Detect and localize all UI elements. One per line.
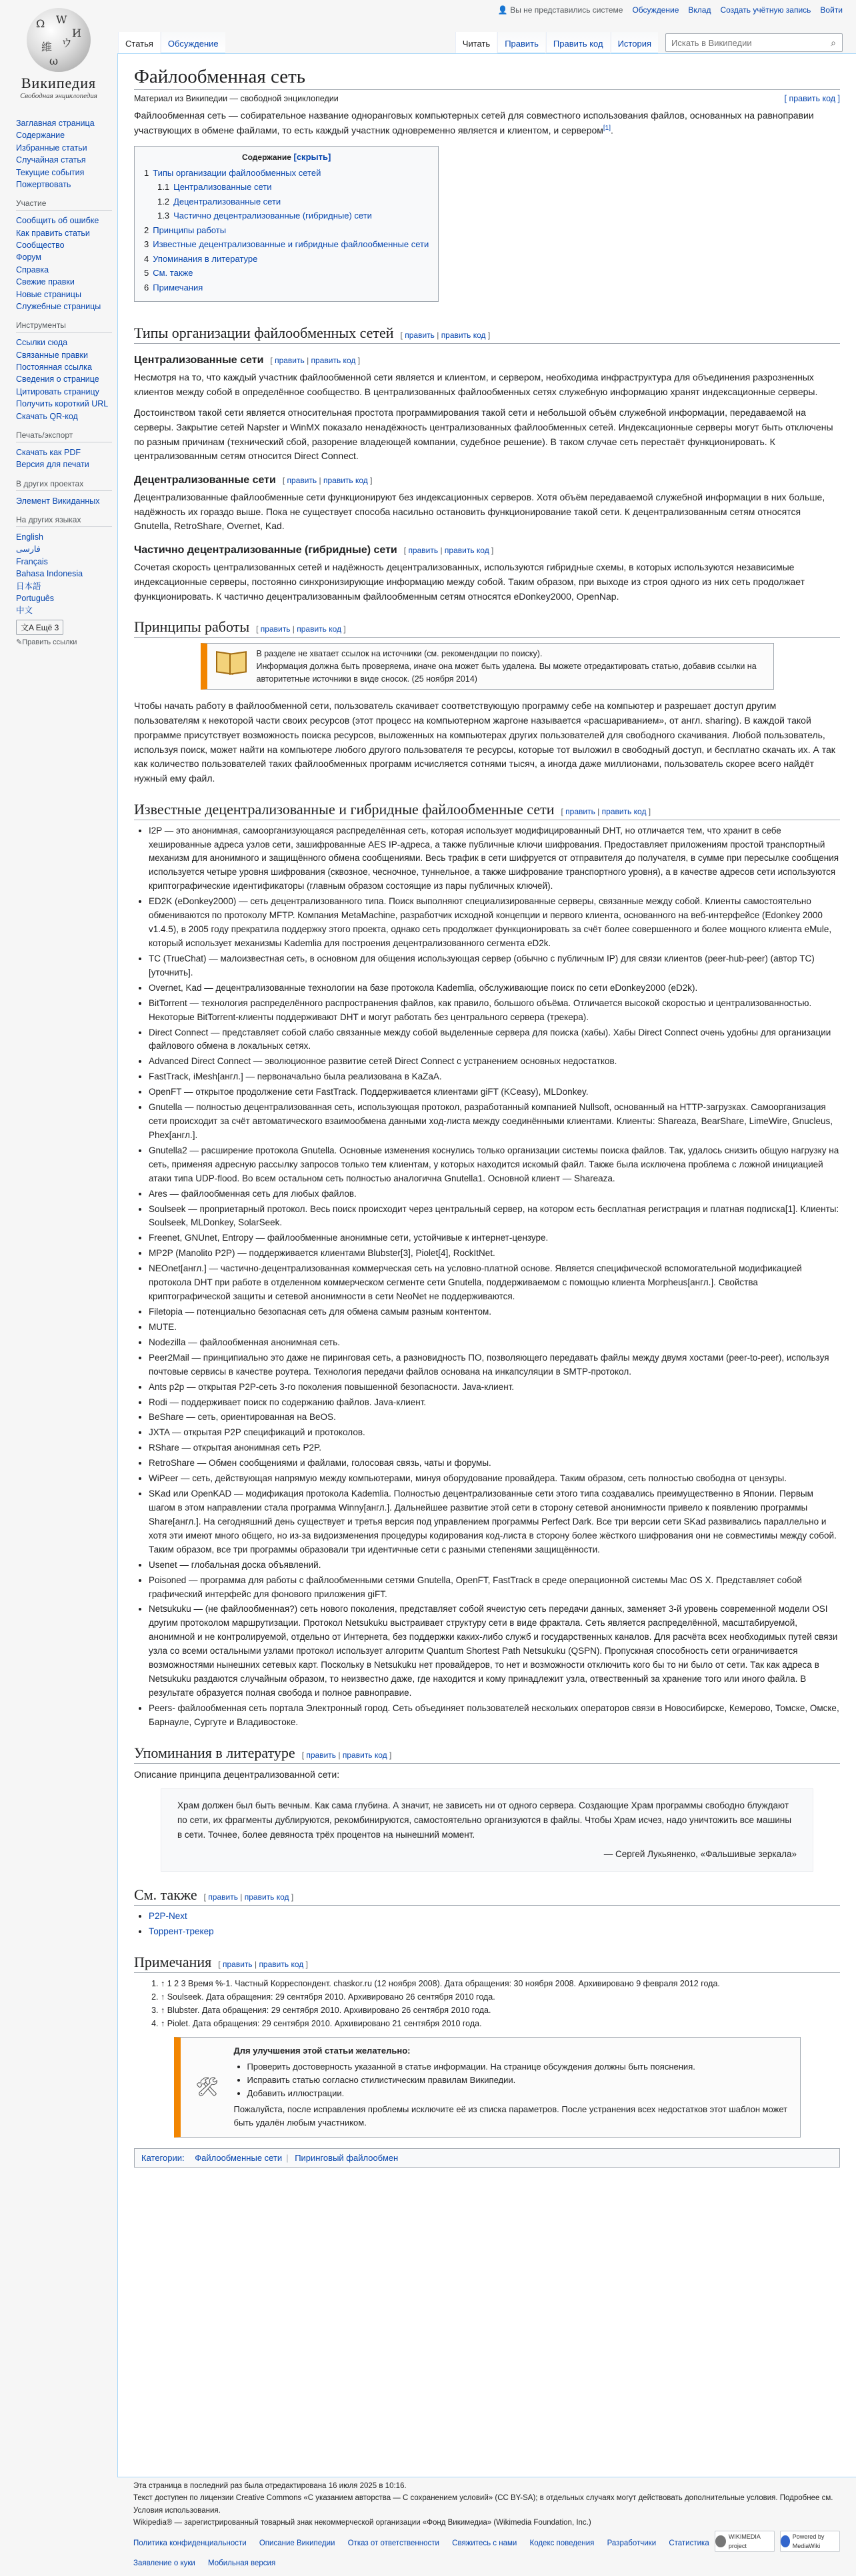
sidebar-languages: [0, 515, 117, 646]
sidebar-item-contents[interactable]: Содержание: [16, 131, 65, 141]
networks-list: [134, 824, 840, 1730]
notice-item: • Добавить иллюстрации.: [247, 2087, 791, 2100]
personal-tools: [498, 5, 843, 15]
section-heading: См. также [ править | править код ]: [134, 1886, 840, 1906]
list-item: • BeShare — сеть, ориентированная на BeOS.: [149, 1411, 840, 1425]
sidebar-item-forum[interactable]: Форум: [16, 253, 41, 263]
edit-link[interactable]: править: [405, 330, 435, 340]
sidebar-heading: Участие: [16, 199, 112, 211]
section-heading: Типы организации файлообменных сетей [ править | править код ]: [134, 324, 840, 344]
login-link[interactable]: Войти: [820, 5, 843, 15]
site-subtitle: Материал из Википедии — свободной энциклопедии: [134, 94, 339, 103]
toc-number: 4: [144, 253, 149, 264]
toc-number: 3: [144, 239, 149, 250]
section-heading: Известные децентрализованные и гибридные файлообменные сети [ править | править код ]: [134, 801, 840, 820]
sidebar-item-howto[interactable]: Как править статьи: [16, 228, 90, 238]
toc-item[interactable]: [144, 237, 429, 251]
toc-link[interactable]: Частично децентрализованные (гибридные) сети: [173, 211, 372, 221]
edit-link[interactable]: править: [208, 1892, 238, 1902]
list-item: • Nodezilla — файлообменная анонимная сеть.: [149, 1336, 840, 1350]
category-links: Категории: Файлообменные сети | Пиринговый файлообмен: [134, 2148, 840, 2168]
sidebar-item-printable[interactable]: Версия для печати: [16, 460, 89, 470]
sidebar-item-qr[interactable]: Скачать QR-код: [16, 411, 78, 421]
sidebar-item-random[interactable]: Случайная статья: [16, 155, 86, 165]
tab-talk[interactable]: Обсуждение: [161, 32, 225, 53]
notice-item: • Исправить статью согласно стилистическим правилам Википедии.: [247, 2074, 791, 2087]
sidebar-navigation: [0, 117, 117, 191]
edit-link[interactable]: править: [408, 546, 439, 556]
personal-talk-link[interactable]: Обсуждение: [632, 5, 679, 15]
edit-source-link[interactable]: править код: [311, 355, 356, 365]
list-item: • OpenFT — открытое продолжение сети FastTrack. Поддерживается клиентами giFT (KCeasy), MLDonkey.: [149, 1085, 840, 1099]
sidebar-item-newpages[interactable]: Новые страницы: [16, 289, 81, 299]
tab-article[interactable]: Статья: [118, 32, 160, 53]
toc-number: 6: [144, 282, 149, 293]
see-also-link[interactable]: Торрент-трекер: [149, 1926, 214, 1936]
footer-link-about[interactable]: Описание Википедии: [259, 2539, 335, 2547]
list-item: • Peer2Mail — принципиально это даже не пиринговая сеть, а разновидность ПО, позволяющего передавать файлы между двумя хостами (peer-to-peer), используя почтовые сервисы в качестве роутера. Технология передачи файлов основана на инкапсуляции в SMTP-протокол.: [149, 1351, 840, 1379]
wikimedia-project-badge[interactable]: WIKIMEDIA project: [715, 2531, 775, 2552]
sidebar-item-donate[interactable]: Пожертвовать: [16, 179, 71, 189]
tab-edit-source[interactable]: Править код: [546, 32, 610, 53]
subsection-heading: Децентрализованные сети [ править | править код ]: [134, 474, 373, 486]
notice-footer: Пожалуйста, после исправления проблемы исключите её из списка параметров. После устранения всех недостатков этот шаблон может быть удалён любым участником.: [233, 2104, 788, 2128]
toc-toggle[interactable]: [скрыть]: [293, 152, 331, 163]
list-item: • FastTrack, iMesh[англ.] — первоначально была реализована в KaZaA.: [149, 1070, 840, 1084]
edit-link[interactable]: править: [260, 624, 291, 634]
footer-link-stats[interactable]: Статистика: [669, 2539, 709, 2547]
toc-number: 5: [144, 268, 149, 279]
personal-contrib-link[interactable]: Вклад: [688, 5, 711, 15]
trademark-text: Wikipedia® — зарегистрированный товарный знак некоммерческой организации «Фонд Викимедиа» (Wikimedia Foundation, Inc.): [133, 2519, 591, 2527]
list-item: • RShare — открытая анонимная сеть P2P.: [149, 1441, 840, 1455]
sidebar-tools: [0, 321, 117, 422]
license-text: Текст доступен по лицензии Creative Commons «С указанием авторства — С сохранением условий» (CC BY-SA); в отдельных случаях могут действовать дополнительные условия. Подробнее см. Условия использования.: [133, 2494, 833, 2515]
edit-source-link[interactable]: править код: [244, 1892, 289, 1902]
toc-link[interactable]: Примечания: [153, 282, 203, 293]
sidebar-heading: Печать/экспорт: [16, 430, 112, 442]
notice-title: Для улучшения этой статьи желательно:: [233, 2045, 411, 2056]
create-account-link[interactable]: Создать учётную запись: [720, 5, 811, 15]
footer-link-contact[interactable]: Свяжитесь с нами: [452, 2539, 517, 2547]
user-icon: 👤: [497, 5, 508, 15]
edit-source-link[interactable]: править код: [342, 1750, 387, 1760]
toc-item[interactable]: [144, 209, 429, 223]
paragraph: Описание принципа децентрализованной сети:: [134, 1768, 340, 1780]
notice-text: Информация должна быть проверяема, иначе она может быть удалена. Вы можете отредактировать статью, добавив ссылки на авторитетные источники в виде сносок. (25 ноября 2014): [256, 661, 757, 684]
list-item: • Filetopia — потенциально безопасная сеть для обмена самым разным контентом.: [149, 1305, 840, 1319]
lang-en[interactable]: English: [16, 532, 43, 542]
tab-history[interactable]: История: [611, 32, 658, 53]
improvement-notice: [174, 2037, 801, 2138]
category-link[interactable]: Пиринговый файлообмен: [295, 2152, 399, 2163]
sidebar-item-permalink[interactable]: Постоянная ссылка: [16, 362, 92, 372]
sidebar-item-wikidata[interactable]: Элемент Викиданных: [16, 496, 100, 506]
list-item: • SKad или OpenKAD — модификация протокола Kademlia. Полностью децентрализованные сети этого типа создавались преимущественно в Японии. Первым шагом в этом направлении стала программа Winny[англ.]. Дальнейшее развитие этой сети в сторону сетевой анонимности привело к появлению программы Share[англ.]. На сегодняшний день существует и третья версия под управлением программы Perfect Dark. Все три версии сети SKad развивались параллельно и хотя эти имеют много общего, но из-за видоизменения процедуры кодирования код-листа в сторону более жёсткого шифрования они не совместимы между собой. Таким образом, все три программы образовали три идентичные сети с разными степенями защищённости.: [149, 1487, 840, 1557]
categories-label-link[interactable]: Категории:: [141, 2152, 185, 2163]
subsection-heading: Централизованные сети [ править | править код ]: [134, 354, 361, 366]
list-item: • NEOnet[англ.] — частично-децентрализованная коммерческая сеть на условно-платной основе. Является специфической вспомогательной модификацией протокола DHT при работе в отделенном коммерческом сегменте сети Gnutella, поддерживаемом с помощью клиента Morpheus[англ.]. Свойства криптографической защиты и сетевой анонимности в сети NeoNet не поддерживаются.: [149, 1262, 840, 1304]
edit-link[interactable]: править: [275, 355, 305, 365]
list-item: • Direct Connect — представляет собой слабо связанные между собой выделенные сервера для поиска (хабы). Хабы Direct Connect очень удобны для организации файлового обмена в локальных сетях.: [149, 1026, 840, 1054]
paragraph: Сочетая скорость централизованных сетей и надёжность децентрализованных, используются гибридные схемы, в которых используются независимые индексационные серверы, постоянно синхронизирующие информацию между собой. Таким образом, при выходе из строя одного из них сеть продолжает функционировать. К частично децентрализованным файлообменным сетям относятся eDonkey2000, OpenNap.: [134, 562, 805, 602]
toc-link[interactable]: Децентрализованные сети: [173, 196, 281, 207]
list-item: • Advanced Direct Connect — эволюционное развитие сетей Direct Connect с устранением основных недостатков.: [149, 1055, 840, 1069]
sidebar-item-recent[interactable]: Свежие правки: [16, 277, 75, 287]
page-title: Файлообменная сеть: [134, 66, 840, 90]
sidebar-item-cite[interactable]: Цитировать страницу: [16, 386, 99, 396]
edit-source-link[interactable]: править код: [297, 624, 342, 634]
toc-link[interactable]: Известные децентрализованные и гибридные файлообменные сети: [153, 239, 429, 250]
toc-number: 1.2: [157, 196, 170, 207]
toc-item[interactable]: [144, 252, 429, 266]
reference-item: 2. ↑ Soulseek. Дата обращения: 29 сентября 2010. Архивировано 26 сентября 2010 года.: [161, 1990, 840, 2004]
toc-number: 1.1: [157, 182, 170, 193]
list-item: • Peers- файлообменная сеть портала Электронный город. Сеть объединяет пользователей нескольких операторов связи в Новосибирске, Кемерово, Томске, Омске, Барнауле, Сургуте и Владивостоке.: [149, 1702, 840, 1730]
list-item: • Gnutella2 — расширение протокола Gnutella. Основные изменения коснулись только организации системы поиска файлов. Так, удалось снизить общую нагрузку на сеть, применяя адресную рассылку запросов только тем клиентам, у которых находится искомый файл. Также была исключена проблема с ложной инициацией атаки типа UDP-flood. Во всем остальном сеть полностью аналогична Gnutella1. Основной клиент — Shareaza.: [149, 1144, 840, 1186]
sidebar-item-featured[interactable]: Избранные статьи: [16, 143, 87, 153]
section-heading: Упоминания в литературе [ править | править код ]: [134, 1744, 840, 1764]
reference-item: 1. ↑ 1 2 3 Время %-1. Частный Корреспондент. chaskor.ru (12 ноября 2008). Дата обращения: 30 ноября 2008. Архивировано 9 февраля 2012 года.: [161, 1977, 840, 1990]
footer-link-developers[interactable]: Разработчики: [607, 2539, 657, 2547]
reference-item: 4. ↑ Piolet. Дата обращения: 29 сентября 2010. Архивировано 21 сентября 2010 года.: [161, 2017, 840, 2030]
reference-item: 3. ↑ Blubster. Дата обращения: 29 сентября 2010. Архивировано 26 сентября 2010 года.: [161, 2004, 840, 2017]
sidebar-heading: На других языках: [16, 515, 112, 527]
section-heading: Примечания [ править | править код ]: [134, 1954, 840, 1973]
toc-link[interactable]: См. также: [153, 268, 193, 279]
table-of-contents: [134, 146, 439, 302]
paragraph: Чтобы начать работу в файлообменной сети, пользователь скачивает соответствующую программу себе на компьютер и разрешает доступ другим пользователям к некоторой части своих ресурсов (этот процесс на компьютерном жаргоне называется «расшариванием», от англ. sharing). В каждой такой программе присутствует возможность поиска ресурсов, выложенных на компьютерах других пользователей для свободного скачивания. Любой пользователь, используя поиск, может найти на компьютере любого другого пользователя те ресурсы, которые тот выложил в свободный доступ, и бесплатно скачать их. А так как количество пользователей таких файлообменных программ исчисляется сотнями тысяч, а иногда даже миллионами, пользователь скорее всего найдёт нужный ему файл.: [134, 700, 835, 784]
pencil-icon: ✎: [16, 638, 23, 646]
lang-fa[interactable]: فارسی: [16, 544, 41, 554]
language-icon: 文A: [21, 622, 34, 632]
list-item: • Ares — файлообменная сеть для любых файлов.: [149, 1187, 840, 1201]
list-item: • MP2P (Manolito P2P) — поддерживается клиентами Blubster[3], Piolet[4], RockItNet.: [149, 1247, 840, 1261]
sidebar-item-special[interactable]: Служебные страницы: [16, 301, 101, 311]
toc-number: 1: [144, 168, 149, 179]
category-link[interactable]: Файлообменные сети: [195, 2152, 283, 2163]
list-item: [149, 1910, 840, 1924]
toc-number: 2: [144, 225, 149, 235]
paragraph: Достоинством такой сети является относительная простота программирования такой сети и небольшой объём служебной информации, передаваемой на серверы. Закрытие сетей Napster и WinMX показало ненадёжность централизованных файлообменных сетей. Индексационные серверы могут быть отключены по разным причинам (технический сбой, разорение владеющей компании, судебное решение). В таком случае сеть перестаёт функционировать. К централизованным сетям относится Direct Connect.: [134, 407, 833, 462]
list-item: • Ants p2p — открытая P2P-сеть 3-го поколения повышенной безопасности. Java-клиент.: [149, 1381, 840, 1395]
list-item: • Soulseek — проприетарный протокол. Весь поиск происходит через центральный сервер, на котором есть бесплатная регистрация и платная подписка[1]. Клиенты: Soulseek, MLDonkey, SolarSeek.: [149, 1203, 840, 1231]
list-item: • ED2K (eDonkey2000) — сеть децентрализованного типа. Поиск выполняют специализированные серверы, связанные между собой. Клиенты самостоятельно обмениваются по протоколу MFTP. Компания MetaMachine, разработчик исходной концепции и первого клиента, основанного на веб-интерфейсе (Edonkey 2000 v1.4.5), в 2005 году прекратила поддержку этого проекта, однако сеть продолжает функционировать за счёт более совершенного и более мощного клиента eMule, который использует механизмы Kademlia для построения децентрализованного сегмента eD2k.: [149, 895, 840, 951]
notice-text: В разделе не хватает ссылок на источники (см. рекомендации по поиску).: [256, 649, 543, 659]
references-list: [134, 1977, 840, 2030]
footer-link-privacy[interactable]: Политика конфиденциальности: [133, 2539, 247, 2547]
edit-source-link[interactable]: править код: [441, 330, 486, 340]
toc-number: 1.3: [157, 211, 170, 221]
toc-item[interactable]: [144, 266, 429, 280]
see-also-link[interactable]: P2P-Next: [149, 1910, 187, 1921]
lang-fr[interactable]: Français: [16, 556, 48, 566]
sidebar-item-report[interactable]: Сообщить об ошибке: [16, 216, 99, 226]
list-item: • BitTorrent — технология распределённого распространения файлов, как правило, большого объёма. Отличается высокой скоростью и централизованностью. Некоторые BitTorrent-клиенты поддерживают DHT и могут работать без центрального сервера (трекера).: [149, 997, 840, 1025]
toc-link[interactable]: Принципы работы: [153, 225, 227, 235]
list-item: • Gnutella — полностью децентрализованная сеть, использующая протокол, разработанный компанией Nullsoft, основанный на HTTP-загрузках. Самоорганизация сети происходит за счёт автоматического взаимообмена данными ход-листа между соединёнными клиентами. Клиенты: Shareaza, BearShare, LimeWire, Gnucleus, Phex[англ.].: [149, 1101, 840, 1143]
footer-link-coc[interactable]: Кодекс поведения: [529, 2539, 595, 2547]
list-item: • Freenet, GNUnet, Entropy — файлообменные анонимные сети, устойчивые к интернет-цензуре.: [149, 1231, 840, 1245]
toc-link[interactable]: Типы организации файлообменных сетей: [153, 168, 321, 179]
tab-edit[interactable]: Править: [497, 32, 545, 53]
list-item: • TC (TrueChat) — малоизвестная сеть, в основном для общения использующая сервер (обычно с публичным IP) для связи клиентов (peer-hub-peer) (автор TC)[уточнить].: [149, 952, 840, 980]
ref-link[interactable]: [1]: [603, 124, 611, 132]
sidebar: [0, 117, 117, 654]
lang-pt[interactable]: Português: [16, 593, 54, 603]
sidebar-item-info[interactable]: Сведения о странице: [16, 374, 99, 384]
search-box: [665, 33, 843, 52]
puzzle-globe-icon: Ω W И 維 ウ ω: [27, 8, 91, 72]
sidebar-heading: Инструменты: [16, 321, 112, 332]
last-modified: Эта страница в последний раз была отредактирована 16 июля 2025 в 10:16.: [133, 2482, 407, 2490]
logo-tagline: Свободная энциклопедия: [20, 92, 97, 100]
wikipedia-logo[interactable]: [0, 0, 117, 107]
sidebar-other-projects: [0, 479, 117, 507]
sidebar-item-pdf[interactable]: Скачать как PDF: [16, 447, 81, 457]
tools-icon: 🛠: [195, 2076, 219, 2098]
edit-source-link[interactable]: править код: [601, 806, 647, 816]
lang-id[interactable]: Bahasa Indonesia: [16, 569, 83, 579]
list-item: • I2P — это анонимная, самоорганизующаяся распределённая сеть, которая использует модифицированный DHT, но отличается тем, что хранит в себе хешированные адреса узлов сети, зашифрованные AES IP-адреса, а также публичные ключи шифрования. Предоставляет приложениям простой транспортный механизм для анонимного и защищённого обмена сообщениями. Весь трафик в сети шифруется от отправителя до получателя, в сумме при пересылке сообщения используется четыре уровня шифрования (сквозное, чесночное, туннельное, а также шифрование транспортного уровня), а в качестве адресов сети используются криптографические идентификаторы (главным образом состоящие из пары публичных ключей).: [149, 824, 840, 894]
main-content: [117, 53, 856, 2477]
edit-interlanguage-link[interactable]: ✎Править ссылки: [16, 638, 77, 646]
namespace-tabs: [118, 32, 226, 53]
list-item: • WiPeer — сеть, действующая напрямую между компьютерами, минуя оборудование провайдера. Таким образом, сеть полностью свободна от цензуры.: [149, 1472, 840, 1486]
lang-zh[interactable]: 中文: [16, 606, 33, 616]
toc-title: Содержание: [241, 153, 291, 163]
edit-source-link[interactable]: править код: [444, 546, 489, 556]
edit-link[interactable]: править: [306, 1750, 337, 1760]
sidebar-item-shorturl[interactable]: Получить короткий URL: [16, 399, 109, 409]
search-icon[interactable]: ⌕: [831, 37, 836, 48]
list-item: • Overnet, Kad — децентрализованные технологии на базе протокола Kademlia, обслуживающие поиск по сети eDonkey2000 (eD2k).: [149, 981, 840, 995]
toc-link[interactable]: Упоминания в литературе: [153, 253, 258, 264]
sidebar-item-related[interactable]: Связанные правки: [16, 350, 88, 360]
quote-citation: — Сергей Лукьяненко, «Фальшивые зеркала»: [603, 1849, 797, 1860]
lang-ja[interactable]: 日本語: [16, 581, 41, 591]
anon-user: 👤 Вы не представились системе: [497, 5, 623, 15]
footer-link-disclaimer[interactable]: Отказ от ответственности: [347, 2539, 439, 2547]
toc-item[interactable]: [144, 180, 429, 194]
more-languages-button[interactable]: 文A Ещё 3: [16, 620, 63, 635]
book-icon: [216, 650, 247, 672]
toc-item[interactable]: [144, 223, 429, 237]
view-tabs: [455, 32, 659, 53]
list-item: • Poisoned — программа для работы с файлообменными сетями Gnutella, OpenFT, FastTrack в среде операционной системы Mac OS X. Представляет собой графический интерфейс для фонового приложения giFT.: [149, 1574, 840, 1602]
list-item: • JXTA — открытая P2P спецификаций и протоколов.: [149, 1426, 840, 1440]
no-sources-notice: [201, 643, 774, 690]
wikimedia-icon: [715, 2535, 726, 2547]
powered-by-mediawiki-badge[interactable]: Powered by MediaWiki: [780, 2531, 840, 2552]
list-item: • Netsukuku — (не файлообменная?) сеть нового поколения, представляет собой ячеистую сеть передачи данных, заменяет 3-й уровень современной модели OSI другим протоколом маршрутизации. Протокол Netsukuku выстраивает структуру сети в виде фрактала. Сеть является распределённой, масштабируемой, анонимной и не контролируемой, отдельно от Интернета, без поддержки каких-либо служб и государственных каналов. Для расчёта всех необходимых путей связи узла со всеми остальными узлами протокол использует алгоритм Quantum Shortest Path Netsukuku (QSPN). Пропускная способность сети ограничивается возможностями нынешних сетевых карт. Поскольку в Netsukuku нет провайдеров, то нет и возможности отключить кого бы то ни было от сети. Так как адреса в Netsukuku раздаются случайным образом, то неизвестно даже, где находится и кому принадлежит узла, отвественный за хранение того или иного файла. В результате образуется полная свобода и полное равноправие.: [149, 1603, 840, 1700]
toc-item[interactable]: [144, 195, 429, 209]
paragraph: Несмотря на то, что каждый участник файлообменной сети является и клиентом, и сервером, необходима инфраструктура для объединения разрозненных клиентов между собой в определённое сообщество. В централизованных файлообменных сетях служебную информацию хранят индексационные серверы.: [134, 371, 818, 397]
toc-item[interactable]: [144, 166, 429, 180]
tab-read[interactable]: Читать: [455, 32, 497, 53]
edit-link[interactable]: править: [222, 1959, 253, 1969]
sidebar-item-community[interactable]: Сообщество: [16, 241, 65, 250]
subsection-heading: Частично децентрализованные (гибридные) сети [ править | править код ]: [134, 544, 494, 556]
list-item: • RetroShare — Обмен сообщениями и файлами, голосовая связь, чаты и форумы.: [149, 1457, 840, 1471]
toc-link[interactable]: Централизованные сети: [173, 182, 272, 193]
footer: [117, 2480, 856, 2569]
mediawiki-icon: [781, 2535, 790, 2547]
quote-text: Храм должен был быть вечным. Как сама глубина. А значит, не зависеть ни от одного сервера. Создающие Храм программы свободно блуждают по сети, их фрагменты дублируются, рекомбинируются, самостоятельно организуются в файлы. Чтобы Храм исчез, надо уничтожить все машины в сети. Точнее, более девяноста трёх процентов на нынешний момент.: [177, 1800, 792, 1840]
logo-wordmark: Википедия: [21, 75, 97, 91]
list-item: [149, 1925, 840, 1939]
edit-link[interactable]: править: [565, 806, 595, 816]
list-item: • Rodi — поддерживает поиск по содержанию файлов. Java-клиент.: [149, 1396, 840, 1410]
footer-link-mobile[interactable]: Мобильная версия: [208, 2559, 276, 2567]
list-item: • Usenet — глобальная доска объявлений.: [149, 1559, 840, 1573]
paragraph: Децентрализованные файлообменные сети функционируют без индексационных серверов. Хотя объём передаваемой служебной информации в них больше, надёжность их гораздо выше. Пока не существует способа насильно остановить функционирование такой сети. К децентрализованным сетям относятся Gnutella, RetroShare, Overnet, Kad.: [134, 492, 825, 532]
intro-paragraph: Файлообменная сеть — собирательное название одноранговых компьютерных сетей для совместного использования файлов, основанных на равноправии участвующих в обмене файлами, то есть каждый участник одновременно является и клиентом, и сервером[1].: [134, 110, 814, 136]
search-input[interactable]: [666, 38, 825, 48]
sidebar-print: [0, 430, 117, 471]
footer-link-cookies[interactable]: Заявление о куки: [133, 2559, 195, 2567]
list-item: • MUTE.: [149, 1321, 840, 1335]
toc-item[interactable]: [144, 281, 429, 295]
edit-source-link[interactable]: править код: [323, 476, 368, 486]
sidebar-item-whatlinks[interactable]: Ссылки сюда: [16, 338, 68, 348]
edit-source-link[interactable]: править код: [259, 1959, 304, 1969]
sidebar-item-help[interactable]: Справка: [16, 265, 49, 275]
literature-quote: [161, 1788, 813, 1871]
sidebar-item-main[interactable]: Заглавная страница: [16, 119, 95, 128]
sidebar-participation: [0, 199, 117, 313]
edit-lead-link[interactable]: [ править код ]: [784, 94, 840, 103]
edit-link[interactable]: править: [287, 476, 317, 486]
sidebar-item-current[interactable]: Текущие события: [16, 167, 85, 177]
notice-item: • Проверить достоверность указанной в статье информации. На странице обсуждения должны быть пояснения.: [247, 2060, 791, 2074]
section-heading: Принципы работы [ править | править код ]: [134, 618, 840, 638]
sidebar-heading: В других проектах: [16, 479, 112, 491]
see-also-list: [134, 1910, 840, 1939]
